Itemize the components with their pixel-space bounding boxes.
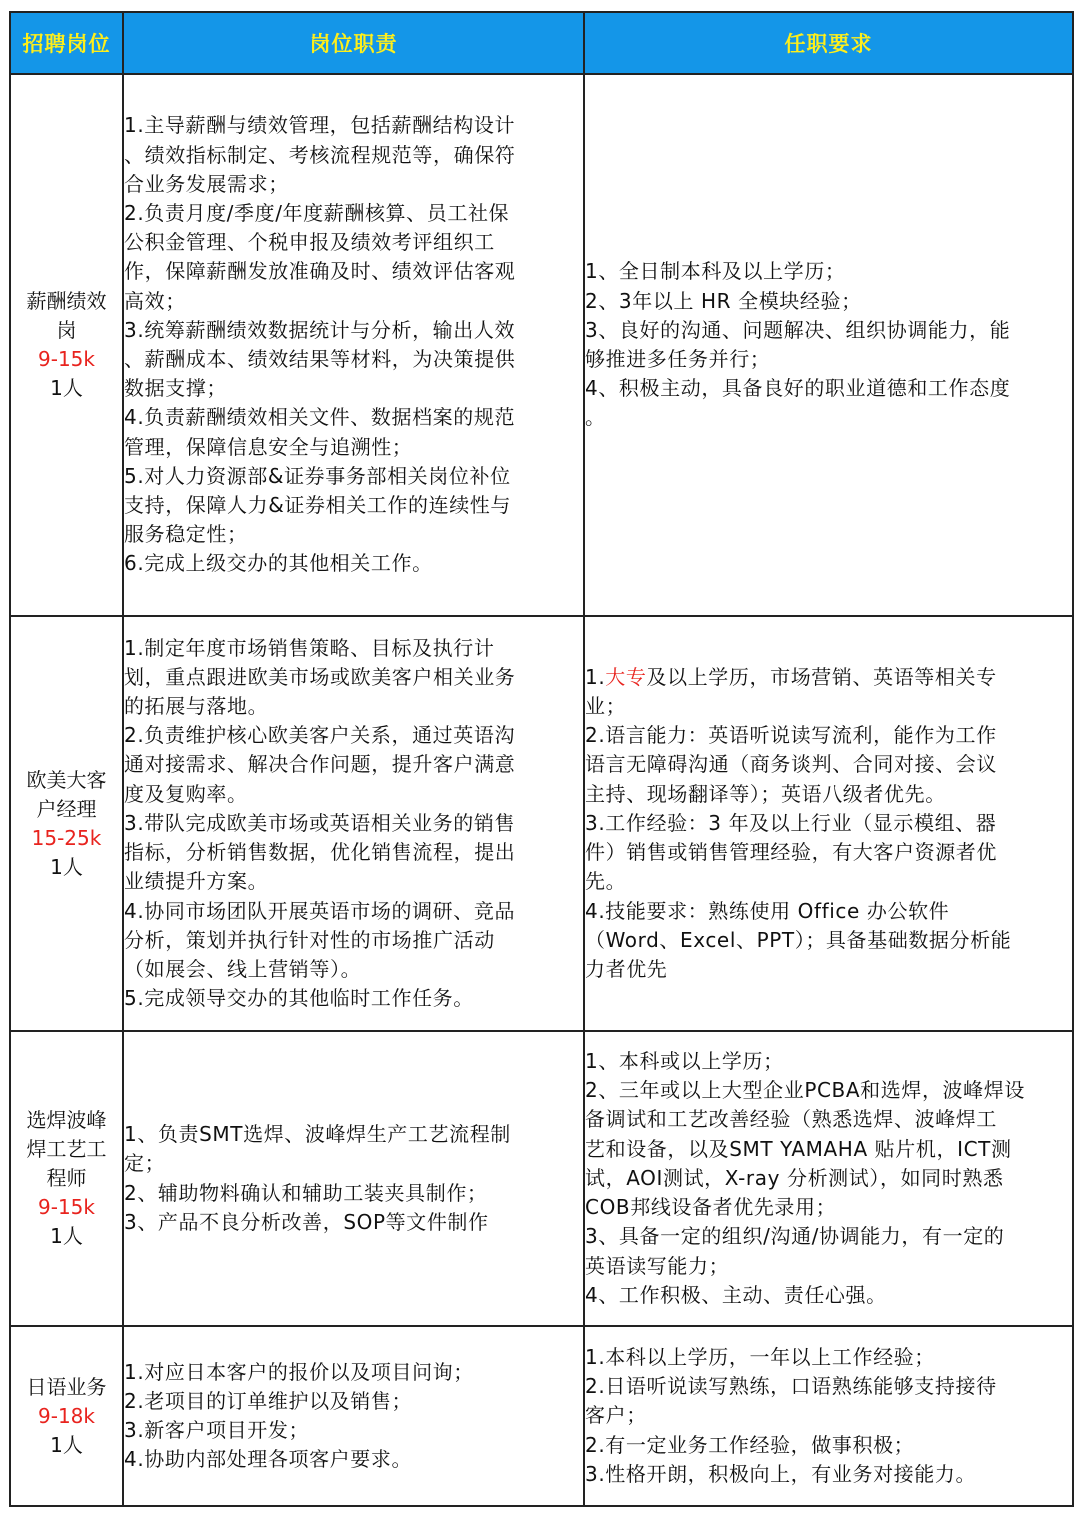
- duty-line: 4.负责薪酬绩效相关文件、数据档案的规范: [124, 405, 516, 430]
- requirement-line: 3、良好的沟通、问题解决、组织协调能力，能: [585, 317, 1011, 342]
- duty-line: 指标，分析销售数据，优化销售流程，提出: [124, 840, 516, 865]
- position-cell: [10, 1326, 123, 1506]
- requirement-line: 2.日语听说读写熟练，口语熟练能够支持接待: [585, 1374, 997, 1399]
- position-cell: [10, 1031, 123, 1326]
- requirement-line: 备调试和工艺改善经验（熟悉选焊、波峰焊工: [585, 1107, 997, 1132]
- duty-line: 3.带队完成欧美市场或英语相关业务的销售: [124, 810, 516, 835]
- duty-line: 、绩效指标制定、考核流程规范等，确保符: [124, 142, 516, 167]
- highlight-text: 大专: [605, 664, 647, 689]
- duty-line: 6.完成上级交办的其他相关工作。: [124, 551, 433, 576]
- duty-line: 2.负责维护核心欧美客户关系，通过英语沟: [124, 723, 516, 748]
- duty-line: 3.统筹薪酬绩效数据统计与分析，输出人效: [124, 317, 516, 342]
- duty-line: 分析，策划并执行针对性的市场推广活动: [124, 927, 495, 952]
- duty-line: 4.协同市场团队开展英语市场的调研、竞品: [124, 898, 516, 923]
- requirement-line: 2、三年或以上大型企业PCBA和选焊，波峰焊设: [585, 1078, 1025, 1103]
- salary-range: 9-15k: [38, 347, 95, 371]
- requirement-line: 客户；: [585, 1403, 647, 1428]
- position-title: 户经理: [36, 796, 97, 821]
- position-title: 程师: [46, 1166, 87, 1190]
- job-table: [9, 11, 1074, 1507]
- duty-line: 5.完成领导交办的其他临时工作任务。: [124, 986, 474, 1011]
- duty-line: 2、辅助物料确认和辅助工装夹具制作；: [124, 1180, 488, 1205]
- duty-line: 高效；: [124, 288, 186, 313]
- requirement-line: （Word、Excel、PPT）；具备基础数据分析能: [585, 927, 1012, 952]
- headcount: 1人: [50, 1224, 83, 1248]
- position-title: 欧美大客: [26, 767, 107, 792]
- requirement-line: 4.技能要求：熟练使用 Office 办公软件: [585, 898, 950, 923]
- duty-line: 合业务发展需求；: [124, 171, 289, 196]
- duty-line: 1、负责SMT选焊、波峰焊生产工艺流程制: [124, 1122, 511, 1147]
- requirement-line: 力者优先: [585, 956, 668, 981]
- duty-line: 2.老项目的订单维护以及销售；: [124, 1388, 413, 1413]
- position-title: 焊工艺工: [26, 1137, 107, 1161]
- headcount: 1人: [50, 376, 83, 400]
- duty-line: 数据支撑；: [124, 376, 227, 401]
- requirement-line: 3.工作经验：3 年及以上行业（显示模组、器: [585, 810, 997, 835]
- duty-line: 业绩提升方案。: [124, 869, 269, 894]
- duty-line: 度及复购率。: [124, 781, 248, 806]
- duty-line: 管理，保障信息安全与追溯性；: [124, 434, 413, 459]
- position-title: 选焊波峰: [26, 1108, 107, 1132]
- duty-line: 、薪酬成本、绩效结果等材料，为决策提供: [124, 347, 516, 371]
- position-title: 岗: [56, 318, 77, 342]
- header-requirements: 任职要求: [584, 12, 1073, 74]
- requirements-cell: [584, 616, 1073, 1031]
- duty-line: 3、产品不良分析改善，SOP等文件制作: [124, 1209, 489, 1234]
- requirements-cell: [584, 1326, 1073, 1506]
- requirements-cell: [584, 1031, 1073, 1326]
- position-title: 日语业务: [26, 1374, 107, 1399]
- requirement-line: 艺和设备，以及SMT YAMAHA 贴片机，ICT测: [585, 1136, 1012, 1161]
- position-cell: [10, 616, 123, 1031]
- duties-cell: [123, 1031, 584, 1326]
- requirement-line: 先。: [585, 869, 627, 894]
- duties-cell: [123, 1326, 584, 1506]
- requirement-line: 4、工作积极、主动、责任心强。: [585, 1282, 887, 1307]
- requirement-line: 1、全日制本科及以上学历；: [585, 259, 846, 284]
- position-title: 薪酬绩效: [26, 289, 107, 313]
- header-duties: 岗位职责: [123, 12, 584, 74]
- duty-line: 服务稳定性；: [124, 522, 248, 547]
- headcount: 1人: [50, 854, 83, 879]
- duties-cell: [123, 616, 584, 1031]
- duty-line: 通对接需求、解决合作问题，提升客户满意: [124, 752, 516, 777]
- requirement-line: 。: [585, 405, 606, 430]
- requirement-prefix: 1.: [585, 664, 606, 689]
- duty-line: 1.对应日本客户的报价以及项目问询；: [124, 1359, 474, 1384]
- table-row: [10, 74, 1073, 616]
- duty-line: 4.协助内部处理各项客户要求。: [124, 1447, 413, 1472]
- requirement-line: 主持、现场翻译等）；英语八级者优先。: [585, 781, 946, 806]
- duties-cell: [123, 74, 584, 616]
- header-position: 招聘岗位: [10, 12, 123, 74]
- table-row: [10, 1326, 1073, 1506]
- requirements-cell: [584, 74, 1073, 616]
- requirement-line: 1、本科或以上学历；: [585, 1049, 784, 1074]
- requirement-line: 2.有一定业务工作经验，做事积极；: [585, 1432, 915, 1457]
- duty-line: 划，重点跟进欧美市场或欧美客户相关业务: [124, 664, 516, 689]
- salary-range: 15-25k: [31, 825, 102, 850]
- requirement-line: 语言无障碍沟通（商务谈判、合同对接、会议: [585, 752, 997, 777]
- requirement-line: 英语读写能力；: [585, 1253, 730, 1278]
- duty-line: （如展会、线上营销等）。: [124, 956, 362, 981]
- requirement-line: 2.语言能力：英语听说读写流利，能作为工作: [585, 723, 997, 748]
- requirement-line: 件）销售或销售管理经验，有大客户资源者优: [585, 840, 997, 865]
- headcount: 1人: [50, 1432, 83, 1457]
- requirement-line: [585, 663, 1072, 692]
- requirement-line: 够推进多任务并行；: [585, 347, 771, 371]
- table-row: [10, 1031, 1073, 1326]
- requirement-line: COB邦线设备者优先录用；: [585, 1195, 837, 1220]
- requirement-text: 及以上学历，市场营销、英语等相关专: [646, 664, 997, 689]
- duty-line: 的拓展与落地。: [124, 694, 269, 719]
- requirement-line: 1.本科以上学历，一年以上工作经验；: [585, 1344, 935, 1369]
- duty-line: 5.对人力资源部&证券事务部相关岗位补位: [124, 463, 511, 488]
- requirement-line: 业；: [585, 694, 627, 719]
- requirement-line: 2、3年以上 HR 全模块经验；: [585, 288, 862, 313]
- requirement-line: 3.性格开朗，积极向上，有业务对接能力。: [585, 1461, 977, 1486]
- salary-range: 9-15k: [38, 1195, 95, 1219]
- salary-range: 9-18k: [38, 1403, 95, 1428]
- table-header-row: [10, 12, 1073, 74]
- duty-line: 3.新客户项目开发；: [124, 1418, 310, 1442]
- duty-line: 1.主导薪酬与绩效管理，包括薪酬结构设计: [124, 113, 516, 138]
- requirement-line: 试，AOI测试，X-ray 分析测试），如同时熟悉: [585, 1165, 1004, 1190]
- duty-line: 定；: [124, 1151, 166, 1176]
- duty-line: 作，保障薪酬发放准确及时、绩效评估客观: [124, 259, 516, 284]
- duty-line: 支持，保障人力&证券相关工作的连续性与: [124, 493, 511, 518]
- duty-line: 公积金管理、个税申报及绩效考评组织工: [124, 230, 495, 255]
- table-row: [10, 616, 1073, 1031]
- duty-line: 2.负责月度/季度/年度薪酬核算、员工社保: [124, 200, 510, 225]
- requirement-line: 4、积极主动，具备良好的职业道德和工作态度: [585, 376, 1011, 401]
- duty-line: 1.制定年度市场销售策略、目标及执行计: [124, 635, 495, 660]
- position-cell: [10, 74, 123, 616]
- requirement-line: 3、具备一定的组织/沟通/协调能力，有一定的: [585, 1224, 1005, 1249]
